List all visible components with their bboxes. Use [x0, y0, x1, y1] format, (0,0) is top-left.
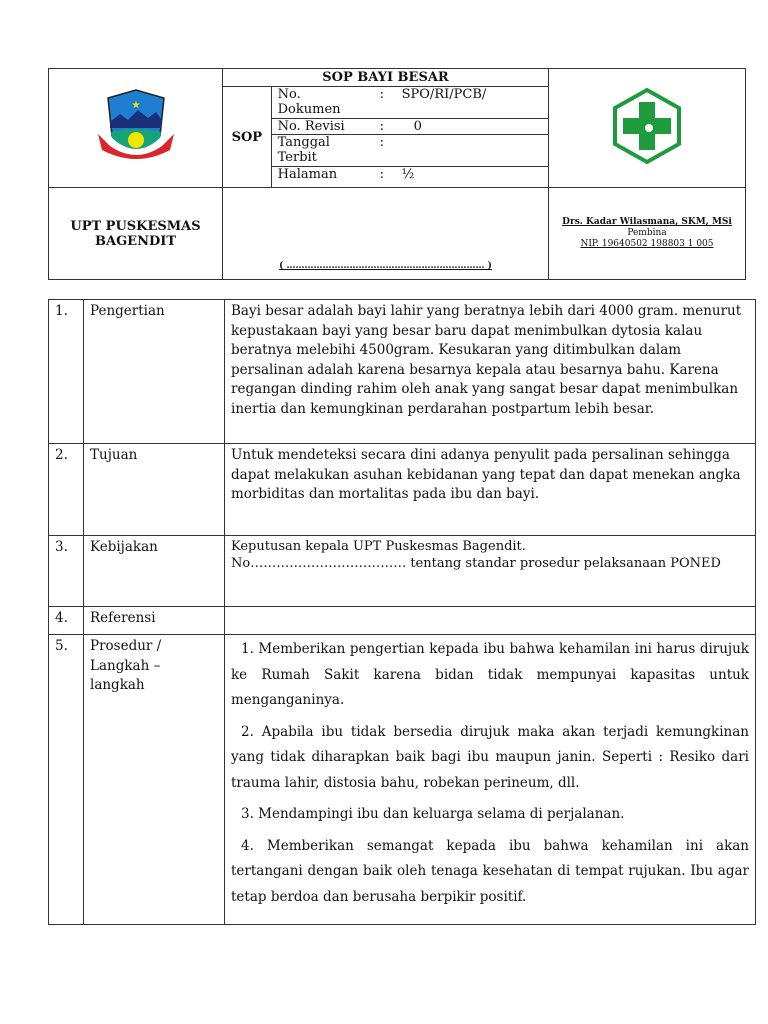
field-value: SPO/RI/PCB/ [396, 87, 548, 119]
row-content: Untuk mendeteksi secara dini adanya penyulit pada persalinan sehingga dapat melakukan asuhan kebidanan yang tepat dan dapat menekan angka morbiditas dan mortalitas pada ibu dan bayi. [225, 444, 756, 536]
row-label: Tujuan [84, 444, 225, 536]
row-content [225, 607, 756, 635]
row-label: Referensi [84, 607, 225, 635]
svg-text:★: ★ [131, 100, 140, 111]
document-info: No. Dokumen : SPO/RI/PCB/ No. Revisi : 0 Tanggal Terbit : Halaman : ½ [272, 87, 548, 187]
signer-rank: Pembina [627, 228, 667, 238]
table-row [49, 607, 756, 635]
row-number: 5. [49, 635, 84, 925]
signer-nip: NIP. 19640502 198803 1 005 [580, 239, 714, 249]
row-label: Kebijakan [84, 536, 225, 607]
row-label: Pengertian [84, 300, 225, 444]
puskesmas-logo-icon [611, 88, 683, 164]
field-value [396, 135, 548, 167]
row-content-2: No……………………………… tentang standar prosedur pelaksanaan PONED [231, 556, 721, 571]
procedure-step: 1. Memberikan pengertian kepada ibu bahwa kehamilan ini harus dirujuk ke Rumah Sakit karena bidan tidak mempunyai kapasitas untuk menganganinya. [231, 641, 749, 708]
field-label: Halaman [277, 167, 338, 183]
row-number: 4. [49, 607, 84, 635]
sop-label: SOP [223, 87, 272, 187]
header-table [48, 68, 746, 280]
row-number: 1. [49, 300, 84, 444]
organization-name: UPT PUSKESMAS BAGENDIT [49, 188, 223, 280]
procedure-step: 3. Mendampingi ibu dan keluarga selama di perjalanan. [241, 806, 625, 822]
field-label: No. Revisi [272, 119, 374, 135]
table-row [49, 444, 756, 536]
row-label: Prosedur / Langkah – langkah [84, 635, 225, 925]
row-content: Bayi besar adalah bayi lahir yang beratnya lebih dari 4000 gram. menurut kepustakaan bayi yang besar baru dapat menimbulkan dytosia kalau beratnya melebihi 4500gram. Kesukaran yang ditimbulkan dalam persalinan adalah karena besarnya kepala atau besarnya bahu. Karena regangan dinding rahim oleh anak yang sangat besar dapat menimbulkan inertia dan kemungkinan perdarahan postpartum lebih besar. [225, 300, 756, 444]
table-row [49, 635, 756, 925]
sop-content-table [48, 299, 756, 925]
field-label: No. Dokumen [272, 87, 374, 119]
regency-logo-cell [49, 69, 223, 188]
procedure-step: 2. Apabila ibu tidak bersedia dirujuk maka akan terjadi kemungkinan yang tidak diharapkan baik bagi ibu maupun janin. Seperti : Resiko dari trauma lahir, distosia bahu, robekan perineum, dll. [231, 723, 749, 791]
regency-logo-icon [96, 88, 176, 164]
signer-name: Drs. Kadar Wilasmana, SKM, MSi [562, 217, 732, 227]
row-number: 2. [49, 444, 84, 536]
row-number: 3. [49, 536, 84, 607]
row-content: Keputusan kepala UPT Puskesmas Bagendit. [231, 539, 526, 554]
signature-placeholder: ( ………………………………………………………… ) [223, 188, 549, 280]
table-row [49, 536, 756, 607]
document-title: SOP BAYI BESAR [223, 69, 548, 87]
table-row [49, 300, 756, 444]
procedure-step: 4. Memberikan semangat kepada ibu bahwa kehamilan ini akan tertangani dengan baik oleh tenaga kesehatan di tempat rujukan. Ibu agar tetap berdoa dan berusaha berpikir positif. [231, 837, 749, 905]
field-value: ½ [401, 167, 415, 183]
field-label: Tanggal Terbit [272, 135, 374, 167]
puskesmas-logo-cell [549, 69, 746, 188]
field-value: 0 [396, 119, 548, 135]
